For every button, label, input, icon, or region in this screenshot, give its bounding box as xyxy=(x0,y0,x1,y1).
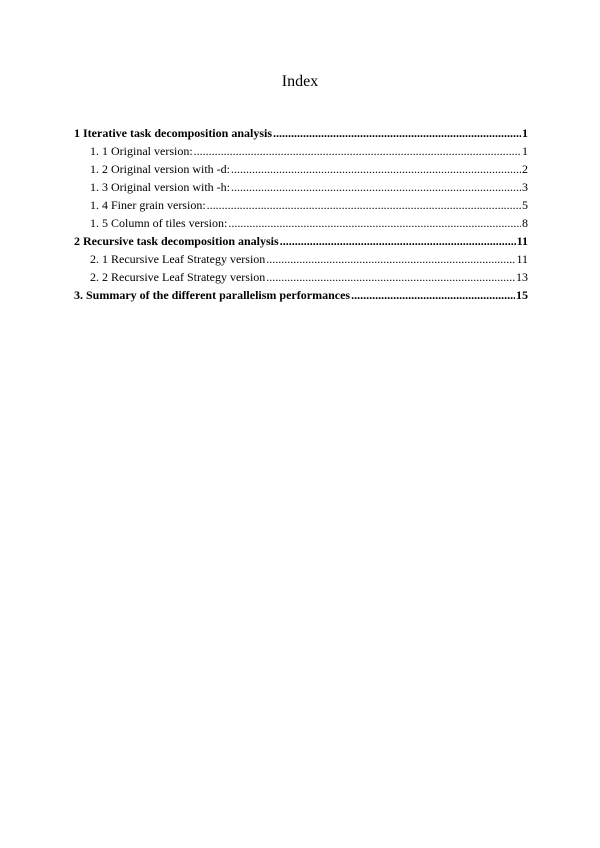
toc-entry-label: 1. 3 Original version with -h: xyxy=(90,180,230,194)
toc-entry-label: 2 Recursive task decomposition analysis xyxy=(74,234,279,248)
toc-entry-page: 2 xyxy=(522,162,528,176)
toc-entry-page: 1 xyxy=(522,126,528,140)
toc-leader-dots xyxy=(228,214,521,232)
toc-entry-label: 2. 2 Recursive Leaf Strategy version xyxy=(90,270,266,284)
toc-entry-label: 1 Iterative task decomposition analysis xyxy=(74,126,272,140)
toc-entry-page: 1 xyxy=(522,144,528,158)
toc-leader-dots xyxy=(266,268,515,286)
toc-entry[interactable] xyxy=(74,286,528,304)
toc-leader-dots xyxy=(231,178,521,196)
table-of-contents xyxy=(74,124,528,304)
toc-entry-label: 2. 1 Recursive Leaf Strategy version xyxy=(90,252,266,266)
toc-leader-dots xyxy=(266,250,515,268)
toc-entry[interactable] xyxy=(74,142,528,160)
toc-entry-page: 15 xyxy=(516,288,528,302)
toc-entry[interactable] xyxy=(74,160,528,178)
toc-leader-dots xyxy=(231,160,521,178)
toc-entry-label: 1. 4 Finer grain version: xyxy=(90,198,206,212)
toc-entry[interactable] xyxy=(74,214,528,232)
toc-entry[interactable] xyxy=(74,124,528,142)
toc-entry-page: 13 xyxy=(516,270,528,284)
toc-leader-dots xyxy=(280,232,516,250)
toc-leader-dots xyxy=(351,286,515,304)
page-title: Index xyxy=(281,73,319,90)
toc-entry-label: 1. 1 Original version: xyxy=(90,144,193,158)
toc-entry[interactable] xyxy=(74,232,528,250)
toc-entry-label: 1. 5 Column of tiles version: xyxy=(90,216,228,230)
toc-entry-page: 3 xyxy=(522,180,528,194)
toc-entry-page: 5 xyxy=(522,198,528,212)
toc-entry[interactable] xyxy=(74,178,528,196)
toc-entry-label: 3. Summary of the different parallelism performances xyxy=(74,288,351,302)
toc-entry[interactable] xyxy=(74,250,528,268)
toc-leader-dots xyxy=(207,196,521,214)
toc-entry-page: 11 xyxy=(516,252,528,266)
toc-leader-dots xyxy=(273,124,521,142)
toc-entry-label: 1. 2 Original version with -d: xyxy=(90,162,230,176)
toc-entry[interactable] xyxy=(74,196,528,214)
toc-entry-page: 8 xyxy=(522,216,528,230)
toc-leader-dots xyxy=(194,142,521,160)
toc-entry[interactable] xyxy=(74,268,528,286)
toc-entry-page: 11 xyxy=(516,234,528,248)
